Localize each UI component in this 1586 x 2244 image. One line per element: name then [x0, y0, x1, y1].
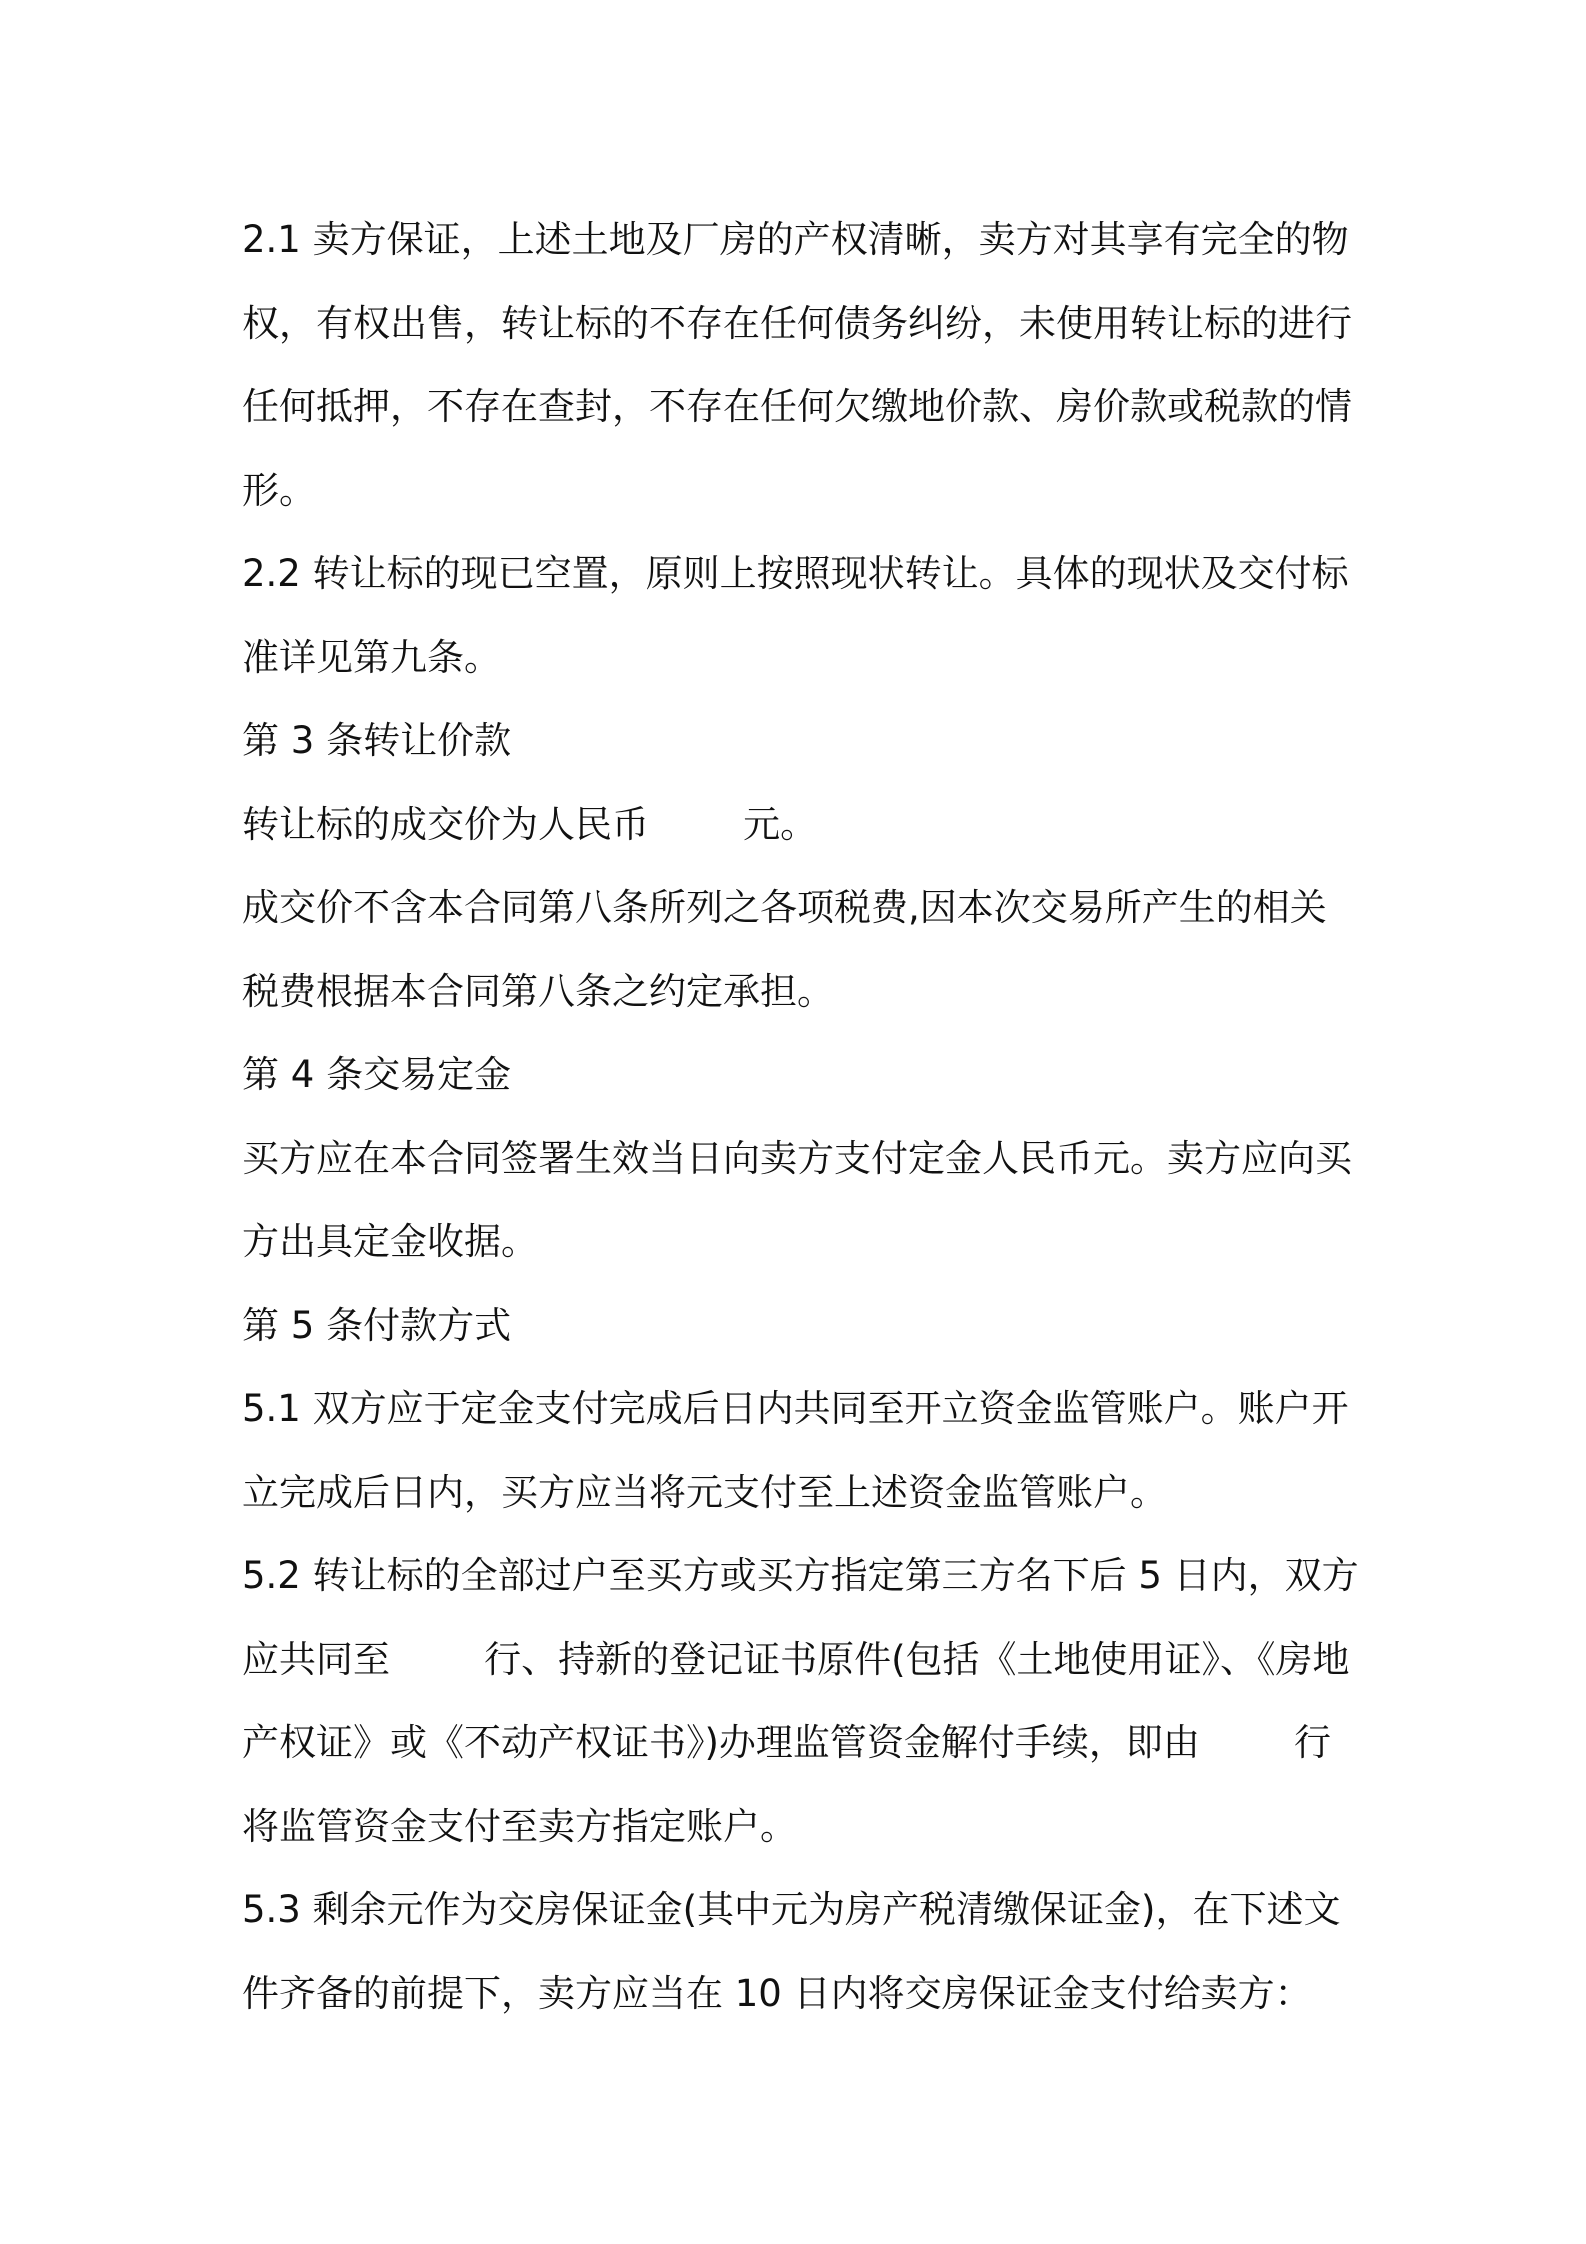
- text-line: 准详见第九条。: [242, 635, 501, 679]
- text-line: 形。: [242, 468, 316, 512]
- text-line: 件齐备的前提下，卖方应当在 10 日内将交房保证金支付给卖方：: [242, 1971, 1312, 2015]
- text-line: 应共同至 行、持新的登记证书原件(包括《土地使用证》、《房地: [242, 1637, 1350, 1681]
- contract-text: [242, 198, 1364, 2035]
- text-line: 2.2 转让标的现已空置，原则上按照现状转让。具体的现状及交付标: [242, 552, 1349, 595]
- text-line: 任何抵押，不存在查封，不存在任何欠缴地价款、房价款或税款的情: [242, 385, 1352, 428]
- text-line: 成交价不含本合同第八条所列之各项税费,因本次交易所产生的相关: [242, 886, 1327, 929]
- text-line: 方出具定金收据。: [242, 1220, 538, 1263]
- text-line: 税费根据本合同第八条之约定承担。: [242, 969, 834, 1013]
- text-line: 买方应在本合同签署生效当日向卖方支付定金人民币元。卖方应向买: [242, 1136, 1352, 1180]
- section-heading: 第 4 条交易定金: [242, 1053, 512, 1096]
- text-line: 产权证》或《不动产权证书》)办理监管资金解付手续，即由 行: [242, 1721, 1332, 1764]
- text-line: 立完成后日内，买方应当将元支付至上述资金监管账户。: [242, 1470, 1167, 1514]
- text-line: 2.1 卖方保证，上述土地及厂房的产权清晰，卖方对其享有完全的物: [242, 218, 1349, 261]
- text-line: 5.1 双方应于定金支付完成后日内共同至开立资金监管账户。账户开: [242, 1387, 1349, 1430]
- text-line: 5.2 转让标的全部过户至买方或买方指定第三方名下后 5 日内，双方: [242, 1554, 1359, 1597]
- section-heading: 第 3 条转让价款: [242, 719, 512, 762]
- section-heading: 第 5 条付款方式: [242, 1303, 512, 1347]
- text-line: 5.3 剩余元作为交房保证金(其中元为房产税清缴保证金)，在下述文: [242, 1888, 1341, 1931]
- text-line: 权，有权出售，转让标的不存在任何债务纠纷，未使用转让标的进行: [242, 301, 1352, 345]
- text-line: 转让标的成交价为人民币 元。: [242, 802, 818, 846]
- text-line: 将监管资金支付至卖方指定账户。: [242, 1804, 797, 1848]
